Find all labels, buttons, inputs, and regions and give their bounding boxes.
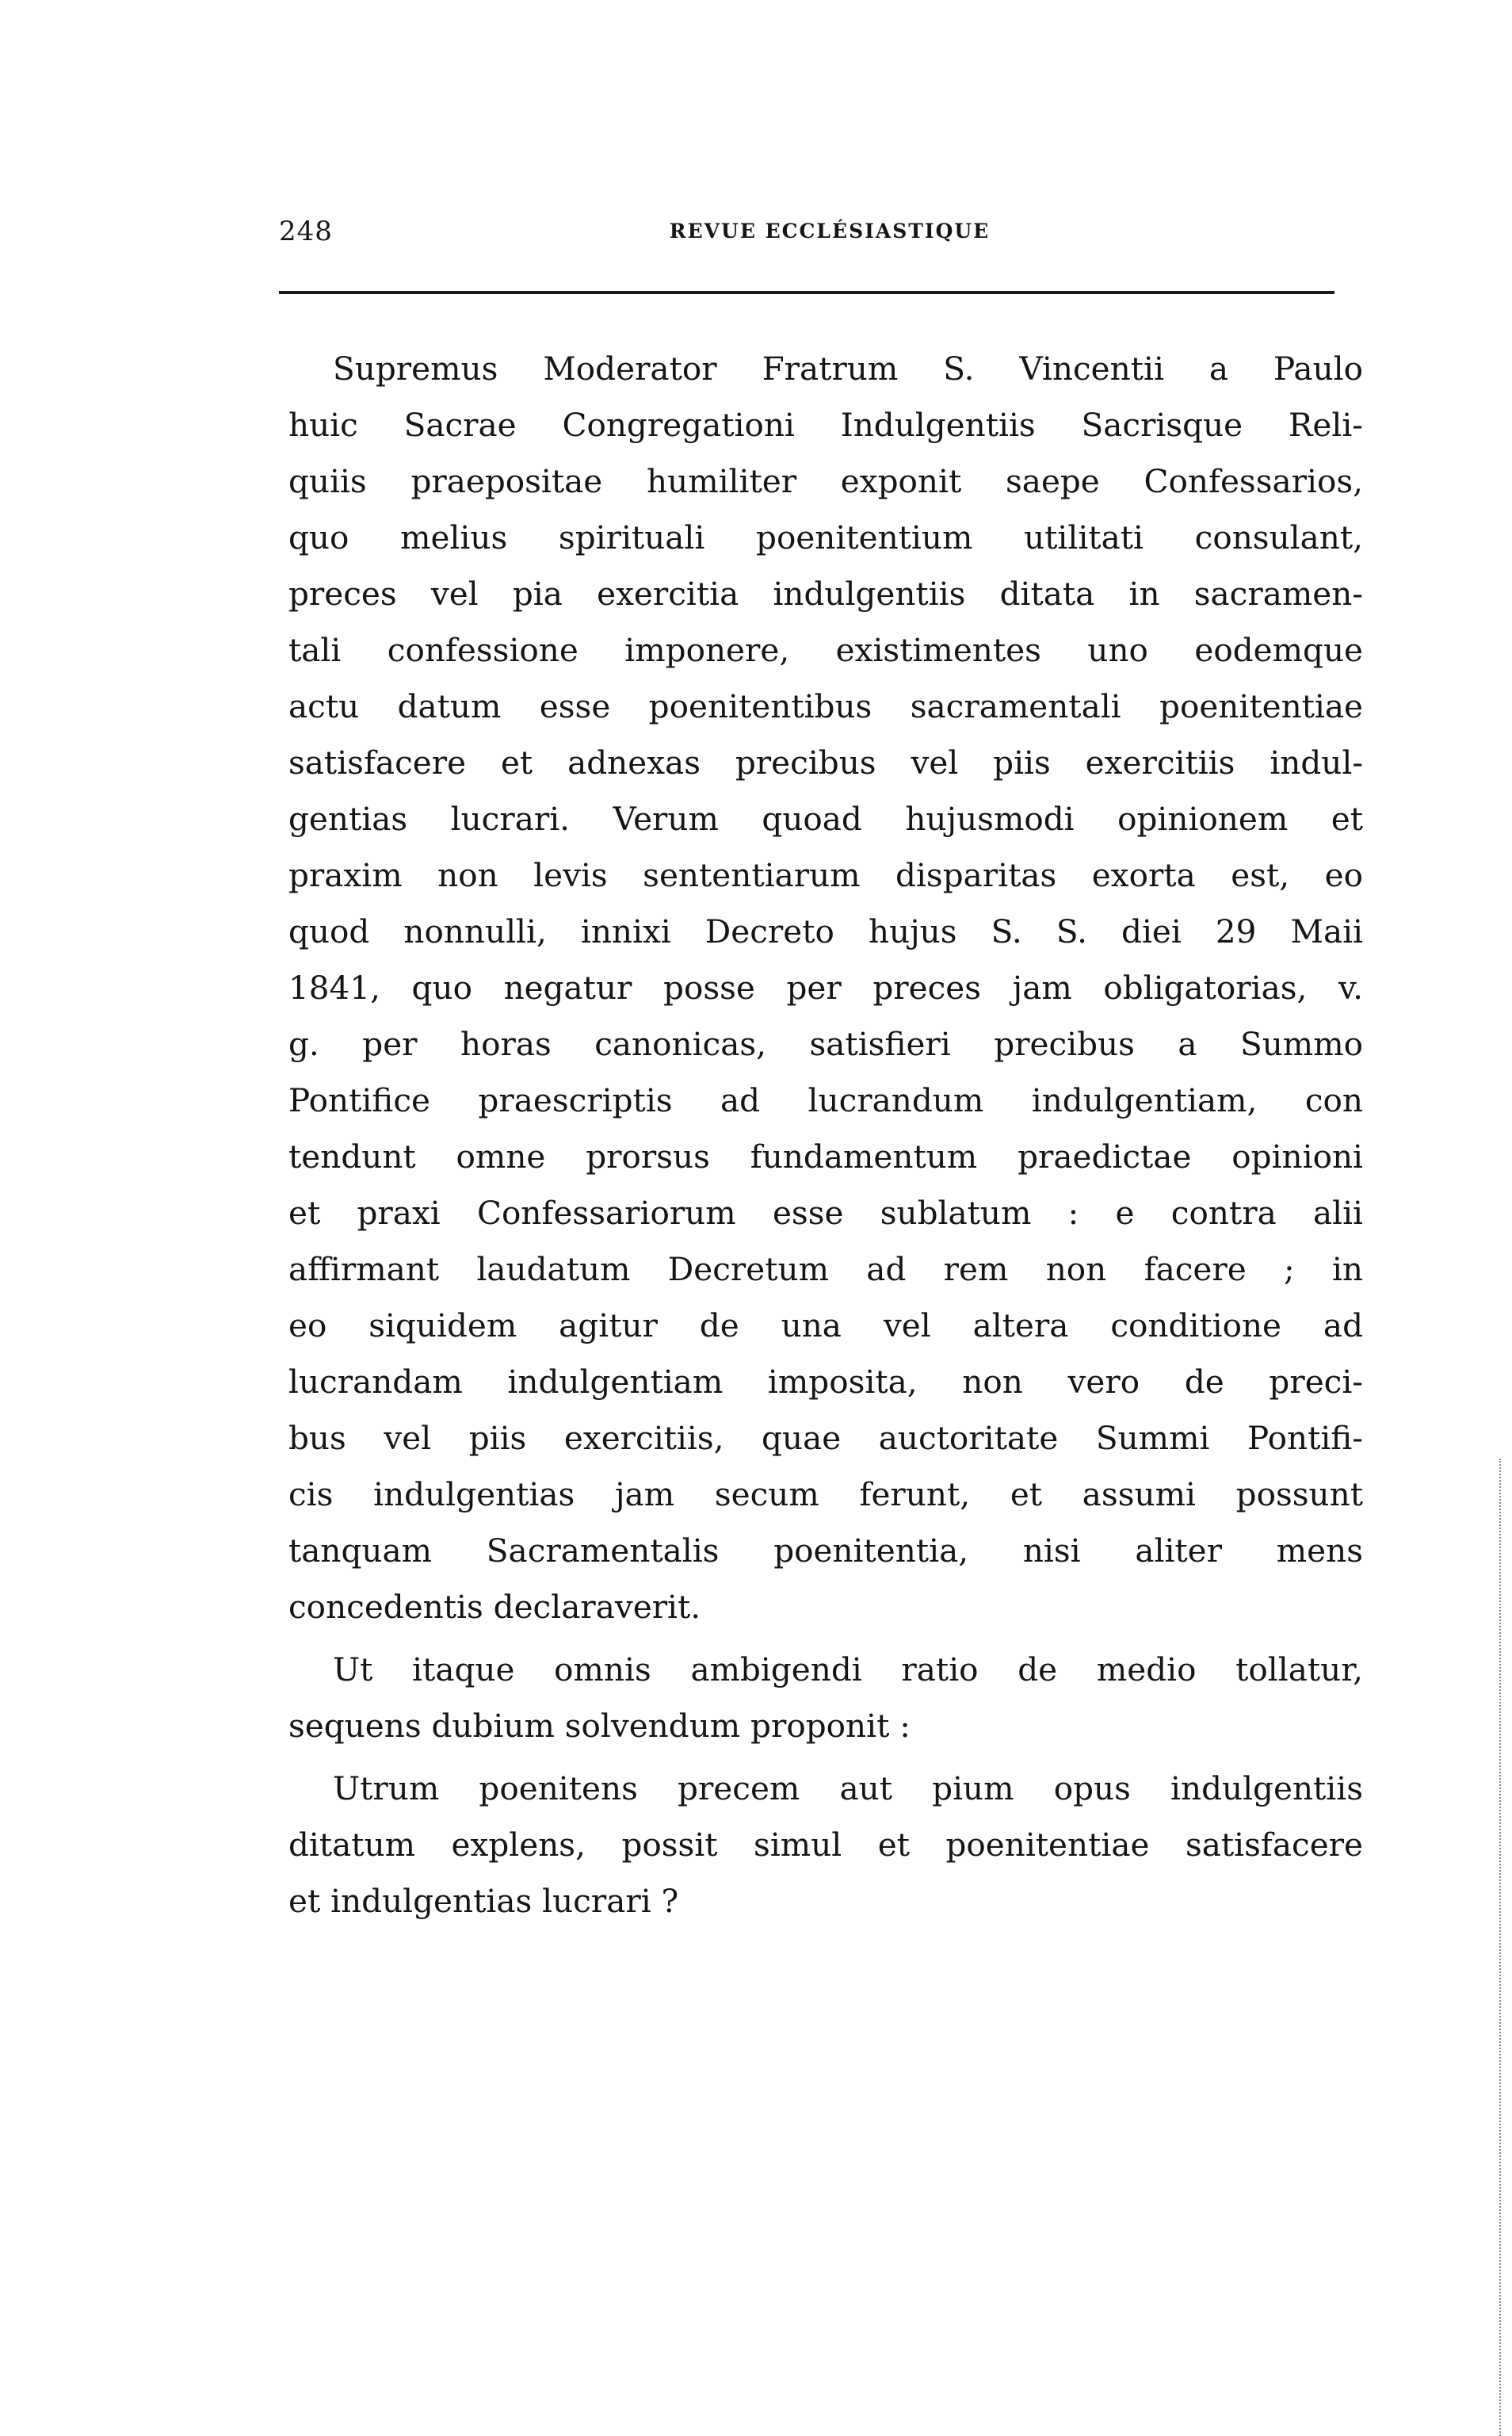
text-line: tendunt omne prorsus fundamentum praedictae opinioni <box>288 1138 1363 1176</box>
text-line: actu datum esse poenitentibus sacramentali poenitentiae <box>288 687 1363 725</box>
text-line: concedentis declaraverit. <box>288 1588 701 1626</box>
paragraph <box>288 1761 1363 1929</box>
body-text <box>288 341 1363 1929</box>
header-rule <box>279 291 1334 294</box>
text-line: et praxi Confessariorum esse sublatum : e contra alii <box>288 1194 1363 1232</box>
text-line: satisfacere et adnexas precibus vel piis exercitiis indul- <box>288 744 1363 782</box>
page-header <box>279 208 1333 255</box>
text-line: Utrum poenitens precem aut pium opus indulgentiis <box>333 1769 1363 1807</box>
text-line: quiis praepositae humiliter exponit saepe Confessarios, <box>288 462 1363 500</box>
paragraph-gap <box>288 1635 1363 1642</box>
text-line: praxim non levis sententiarum disparitas exorta est, eo <box>288 856 1363 894</box>
text-line: huic Sacrae Congregationi Indulgentiis Sacrisque Reli- <box>288 406 1363 444</box>
text-line: 1841, quo negatur posse per preces jam obligatorias, v. <box>288 969 1363 1007</box>
paragraph-gap <box>288 1754 1363 1761</box>
paragraph <box>288 341 1363 1635</box>
text-line: preces vel pia exercitia indulgentiis ditata in sacramen- <box>288 575 1363 613</box>
text-line: eo siquidem agitur de una vel altera conditione ad <box>288 1306 1363 1344</box>
text-line: Pontifice praescriptis ad lucrandum indulgentiam, con <box>288 1081 1363 1119</box>
page-number: 248 <box>279 216 333 247</box>
text-line: quod nonnulli, innixi Decreto hujus S. S. diei 29 Maii <box>288 912 1363 950</box>
text-line: lucrandam indulgentiam imposita, non vero de preci- <box>288 1363 1363 1401</box>
text-line: g. per horas canonicas, satisfieri precibus a Summo <box>288 1025 1363 1063</box>
text-line: gentias lucrari. Verum quoad hujusmodi opinionem et <box>288 800 1363 838</box>
text-line: Ut itaque omnis ambigendi ratio de medio tollatur, <box>333 1650 1363 1688</box>
text-line: bus vel piis exercitiis, quae auctoritate Summi Pontifi- <box>288 1419 1363 1457</box>
text-line: affirmant laudatum Decretum ad rem non facere ; in <box>288 1250 1363 1288</box>
text-line: ditatum explens, possit simul et poenitentiae satisfacere <box>288 1826 1363 1864</box>
text-line: tanquam Sacramentalis poenitentia, nisi aliter mens <box>288 1532 1363 1570</box>
text-line: quo melius spirituali poenitentium utilitati consulant, <box>288 518 1363 556</box>
scan-edge-trace <box>1499 1459 1501 2436</box>
running-title: REVUE ECCLÉSIASTIQUE <box>669 220 991 243</box>
text-line: tali confessione imponere, existimentes uno eodemque <box>288 631 1363 669</box>
paragraph <box>288 1642 1363 1754</box>
text-line: sequens dubium solvendum proponit : <box>288 1707 911 1745</box>
text-line: Supremus Moderator Fratrum S. Vincentii a Paulo <box>333 350 1363 388</box>
text-line: et indulgentias lucrari ? <box>288 1882 679 1920</box>
text-line: cis indulgentias jam secum ferunt, et assumi possunt <box>288 1475 1363 1513</box>
